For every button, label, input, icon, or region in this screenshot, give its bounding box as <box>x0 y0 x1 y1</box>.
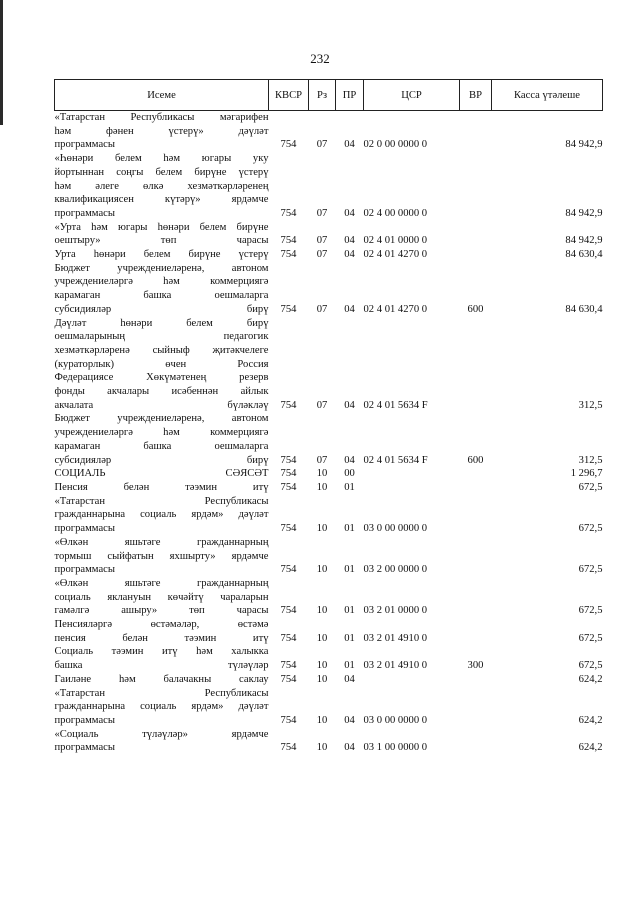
row-csr: 02 4 00 0000 0 <box>363 207 428 219</box>
row-kvsr: 754 <box>280 235 297 247</box>
row-name <box>55 262 269 317</box>
row-vr <box>460 728 492 755</box>
row-kvsr: 754 <box>280 399 297 411</box>
row-name-line: Пенсияләргә өстәмәләр, өстәмә <box>54 619 269 631</box>
row-name <box>55 687 269 728</box>
row-amount: 312,5 <box>578 454 603 466</box>
row-vr <box>460 673 492 687</box>
row-name-line: «Өлкән яшьтәге гражданнарның <box>54 577 269 589</box>
row-amount: 624,2 <box>578 714 603 726</box>
row-amount: 624,2 <box>578 742 603 754</box>
row-pr: 01 <box>344 523 355 535</box>
table-row <box>55 262 603 317</box>
row-pr: 01 <box>344 605 355 617</box>
row-amount: 84 942,9 <box>565 139 603 151</box>
row-pr: 01 <box>344 660 355 672</box>
row-vr <box>460 111 492 153</box>
row-name-line: программасы <box>54 523 115 535</box>
table-row <box>55 536 603 577</box>
row-csr: 03 2 01 0000 0 <box>363 605 428 617</box>
table-row <box>55 687 603 728</box>
row-name-line: хезмәткәрләренә сыйныф җитәкчелеге <box>54 344 269 356</box>
row-amount: 624,2 <box>578 673 603 685</box>
row-csr <box>364 673 460 687</box>
row-name-line: гражданнарына социаль ярдәм» дәүләт <box>54 701 269 713</box>
row-amount: 312,5 <box>578 399 603 411</box>
row-kvsr: 754 <box>280 632 297 644</box>
row-name <box>55 536 269 577</box>
row-rz: 07 <box>316 399 328 411</box>
table-row <box>55 248 603 262</box>
row-rz: 10 <box>316 742 328 754</box>
row-amount: 672,5 <box>578 481 603 493</box>
table-row <box>55 481 603 495</box>
row-name <box>55 412 269 467</box>
row-name <box>55 577 269 618</box>
row-name-line: Урта һөнәри белем бирүне үстерү <box>54 249 269 261</box>
row-name <box>55 467 269 481</box>
row-kvsr: 754 <box>280 249 297 261</box>
row-vr <box>460 248 492 262</box>
row-pr: 01 <box>344 564 355 576</box>
row-name-line: оешмаларының педагогик <box>54 331 269 343</box>
row-csr: 02 4 01 4270 0 <box>363 303 428 315</box>
row-vr <box>460 495 492 536</box>
row-name <box>55 481 269 495</box>
row-kvsr: 754 <box>280 303 297 315</box>
row-amount: 672,5 <box>578 632 603 644</box>
row-name-line: «Татарстан Республикасы <box>54 495 269 507</box>
row-name-line: программасы <box>54 564 115 576</box>
row-amount: 672,5 <box>578 523 603 535</box>
row-name-line: субсидияләр бирү <box>54 454 269 466</box>
row-csr: 03 1 00 0000 0 <box>363 742 428 754</box>
row-name-line: карамаган башка оешмаларга <box>54 440 269 452</box>
row-csr: 03 2 01 4910 0 <box>363 632 428 644</box>
header-kvsr: КВСР <box>269 80 309 111</box>
row-kvsr: 754 <box>280 605 297 617</box>
row-rz: 07 <box>316 235 328 247</box>
row-rz: 10 <box>316 673 328 685</box>
row-csr: 02 4 01 5634 F <box>363 399 428 411</box>
header-csr: ЦСР <box>364 80 460 111</box>
row-name <box>55 728 269 755</box>
row-name-line: башка түләүләр <box>54 660 269 672</box>
row-vr <box>460 687 492 728</box>
row-rz: 10 <box>316 660 328 672</box>
row-name <box>55 248 269 262</box>
row-amount: 672,5 <box>578 564 603 576</box>
row-name-line: (кураторлык) өчен Россия <box>54 358 269 370</box>
row-name <box>55 317 269 413</box>
row-vr <box>460 317 492 413</box>
row-kvsr: 754 <box>280 714 297 726</box>
table-row <box>55 495 603 536</box>
row-rz: 10 <box>316 564 328 576</box>
row-name-line: йортыннан соңгы белем бирүне үстерү <box>54 166 269 178</box>
row-pr: 04 <box>344 303 355 315</box>
row-pr: 04 <box>344 399 355 411</box>
row-name-line: Бюджет учреждениеләренә, автоном <box>54 262 269 274</box>
row-kvsr: 754 <box>280 742 297 754</box>
row-rz: 10 <box>316 481 328 493</box>
row-vr: 600 <box>467 303 484 315</box>
row-csr: 02 4 01 5634 F <box>363 454 428 466</box>
row-rz: 07 <box>316 139 328 151</box>
row-name-line: һәм фәнен үстерү» дәүләт <box>54 125 269 137</box>
row-name-line: Дәүләт һөнәри белем бирү <box>54 317 269 329</box>
row-vr <box>460 536 492 577</box>
row-name-line: Федерациясе Хөкүмәтенең резерв <box>54 372 269 384</box>
header-vr: ВР <box>460 80 492 111</box>
row-name <box>55 495 269 536</box>
row-csr: 03 0 00 0000 0 <box>363 714 428 726</box>
table-header-row <box>55 80 603 111</box>
row-rz: 07 <box>316 303 328 315</box>
row-kvsr: 754 <box>280 139 297 151</box>
row-name-line: һәм әлеге өлкә хезмәткәрләренең <box>54 180 269 192</box>
header-amount: Касса үтәлеше <box>492 80 603 111</box>
row-vr <box>460 221 492 248</box>
row-name-line: гражданнарына социаль ярдәм» дәүләт <box>54 509 269 521</box>
row-rz: 07 <box>316 207 328 219</box>
row-name-line: субсидияләр бирү <box>54 303 269 315</box>
row-vr: 300 <box>467 660 484 672</box>
row-kvsr: 754 <box>280 523 297 535</box>
row-name-line: Бюджет учреждениеләренә, автоном <box>54 413 269 425</box>
row-kvsr: 754 <box>280 454 297 466</box>
row-csr <box>364 467 460 481</box>
row-name <box>55 111 269 153</box>
row-name-line: «Татарстан Республикасы мәгарифен <box>54 112 269 123</box>
row-name-line: тормыш сыйфатын яхшырту» ярдәмче <box>54 550 269 562</box>
row-amount: 672,5 <box>578 660 603 672</box>
table-row <box>55 412 603 467</box>
header-pr: ПР <box>336 80 364 111</box>
row-rz: 10 <box>316 714 328 726</box>
row-kvsr: 754 <box>280 564 297 576</box>
row-name-line: квалификациясен күтәрү» ярдәмче <box>54 194 269 206</box>
table-row <box>55 645 603 672</box>
row-kvsr: 754 <box>280 673 297 685</box>
row-csr: 02 4 01 0000 0 <box>363 235 428 247</box>
row-csr: 03 2 00 0000 0 <box>363 564 428 576</box>
row-pr: 00 <box>344 468 355 480</box>
row-rz: 07 <box>316 249 328 261</box>
table-row <box>55 728 603 755</box>
row-vr: 600 <box>467 454 484 466</box>
table-row <box>55 467 603 481</box>
row-csr <box>364 481 460 495</box>
row-name <box>55 673 269 687</box>
row-pr: 04 <box>344 454 355 466</box>
row-vr <box>460 152 492 221</box>
row-name-line: пенсия белән тәэмин итү <box>54 632 269 644</box>
row-pr: 01 <box>344 481 355 493</box>
row-kvsr: 754 <box>280 207 297 219</box>
row-csr: 02 4 01 4270 0 <box>363 249 428 261</box>
row-name-line: фонды акчалары исәбеннән айлык <box>54 386 269 398</box>
row-csr: 03 0 00 0000 0 <box>363 523 428 535</box>
table-row <box>55 673 603 687</box>
header-rz: Рз <box>309 80 336 111</box>
row-name-line: программасы <box>54 742 115 754</box>
row-csr: 03 2 01 4910 0 <box>363 660 428 672</box>
row-amount: 1 296,7 <box>570 468 603 480</box>
row-name <box>55 152 269 221</box>
row-csr: 02 0 00 0000 0 <box>363 139 428 151</box>
row-pr: 04 <box>344 207 355 219</box>
table-row <box>55 221 603 248</box>
row-name-line: «Татарстан Республикасы <box>54 687 269 699</box>
row-amount: 672,5 <box>578 605 603 617</box>
row-rz: 10 <box>316 468 328 480</box>
table-row <box>55 618 603 645</box>
header-name: Исеме <box>55 80 269 111</box>
row-rz: 10 <box>316 523 328 535</box>
row-pr: 01 <box>344 632 355 644</box>
row-name-line: акчалата бүләкләү <box>54 399 269 411</box>
row-pr: 04 <box>344 742 355 754</box>
row-name-line: учреждениеләргә һәм коммерциягә <box>54 427 269 439</box>
row-amount: 84 942,9 <box>565 207 603 219</box>
row-amount: 84 942,9 <box>565 235 603 247</box>
row-name-line: карамаган башка оешмаларга <box>54 290 269 302</box>
row-vr <box>460 467 492 481</box>
row-name-line: Социаль тәэмин итү һәм халыкка <box>54 646 269 658</box>
row-rz: 10 <box>316 605 328 617</box>
row-name-line: Пенсия белән тәэмин итү <box>54 481 269 493</box>
row-name-line: учреждениеләргә һәм коммерциягә <box>54 276 269 288</box>
table-row <box>55 577 603 618</box>
row-amount: 84 630,4 <box>565 249 603 261</box>
row-name <box>55 221 269 248</box>
row-name-line: оештыру» төп чарасы <box>54 235 269 247</box>
row-pr: 04 <box>344 139 355 151</box>
row-kvsr: 754 <box>280 468 297 480</box>
row-name-line: «Урта һәм югары һөнәри белем бирүне <box>54 221 269 233</box>
row-rz: 07 <box>316 454 328 466</box>
row-name-line: социаль яклануын көчәйтү чараларын <box>54 591 269 603</box>
row-pr: 04 <box>344 249 355 261</box>
row-name-line: СОЦИАЛЬ СӘЯСӘТ <box>54 468 269 480</box>
row-name <box>55 645 269 672</box>
row-name <box>55 618 269 645</box>
table-row <box>55 152 603 221</box>
table-body <box>55 111 603 756</box>
page-number: 232 <box>310 51 330 66</box>
row-name-line: программасы <box>54 139 115 151</box>
budget-table <box>54 79 603 755</box>
row-name-line: «Һөнәри белем һәм югары уку <box>54 153 269 165</box>
row-kvsr: 754 <box>280 660 297 672</box>
row-rz: 10 <box>316 632 328 644</box>
row-kvsr: 754 <box>280 481 297 493</box>
row-amount: 84 630,4 <box>565 303 603 315</box>
row-name-line: Гаиләне һәм балачакны саклау <box>54 673 269 685</box>
row-name-line: «Социаль түләүләр» ярдәмче <box>54 728 269 740</box>
row-pr: 04 <box>344 235 355 247</box>
row-vr <box>460 618 492 645</box>
table-row <box>55 317 603 413</box>
row-vr <box>460 577 492 618</box>
row-vr <box>460 481 492 495</box>
row-name-line: «Өлкән яшьтәге гражданнарның <box>54 536 269 548</box>
row-pr: 04 <box>344 714 355 726</box>
row-name-line: программасы <box>54 207 115 219</box>
table-row <box>55 111 603 153</box>
row-pr: 04 <box>344 673 355 685</box>
row-name-line: гамәлгә ашыру» төп чарасы <box>54 605 269 617</box>
row-name-line: программасы <box>54 714 115 726</box>
